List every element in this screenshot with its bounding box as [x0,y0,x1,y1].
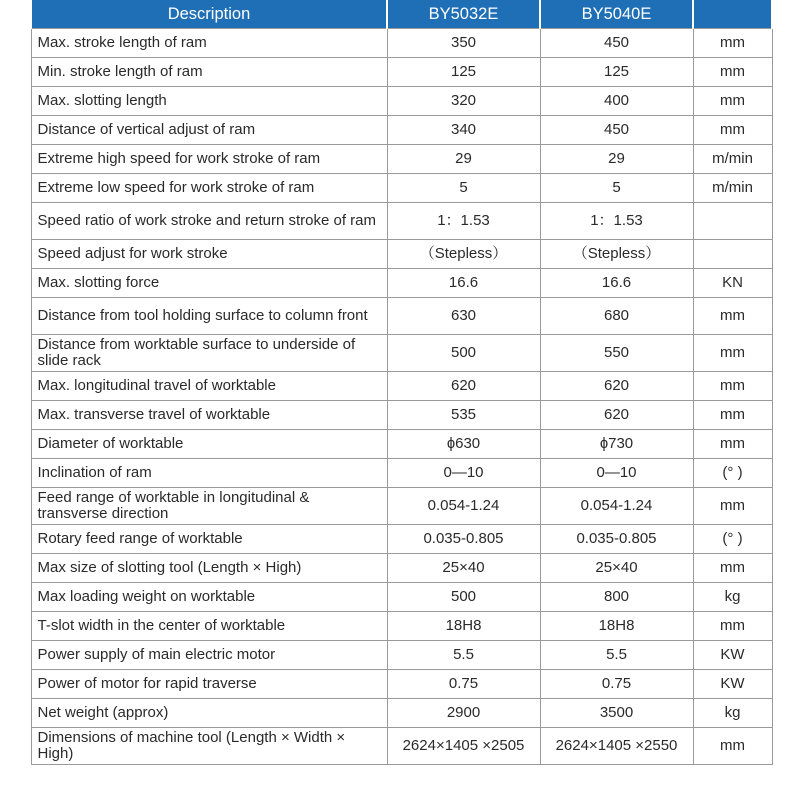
table-header [31,0,772,29]
row-description: Max. slotting length [31,87,387,116]
header-model-by5040e: BY5040E [540,0,693,29]
row-unit: mm [693,29,772,58]
row-value-by5032e: 535 [387,401,540,430]
row-value-by5032e: 620 [387,372,540,401]
row-value-by5040e: 2624×1405 ×2550 [540,728,693,765]
row-value-by5032e: 340 [387,116,540,145]
table-row [31,203,772,240]
table-row [31,525,772,554]
row-value-by5040e: 5.5 [540,641,693,670]
table-row [31,269,772,298]
row-value-by5032e: 0—10 [387,459,540,488]
row-description: Extreme low speed for work stroke of ram [31,174,387,203]
table-row [31,641,772,670]
row-description: Distance of vertical adjust of ram [31,116,387,145]
table-row [31,87,772,116]
row-unit: mm [693,612,772,641]
row-value-by5040e: 0.75 [540,670,693,699]
row-description: Max loading weight on worktable [31,583,387,612]
table-row [31,459,772,488]
row-unit: mm [693,335,772,372]
row-value-by5032e: 0.035-0.805 [387,525,540,554]
table-row [31,430,772,459]
row-unit [693,240,772,269]
row-description: Distance from tool holding surface to column front [31,298,387,335]
row-value-by5040e: ɸ730 [540,430,693,459]
row-value-by5040e: （Stepless） [540,240,693,269]
table-row [31,29,772,58]
row-description: Extreme high speed for work stroke of ram [31,145,387,174]
header-row [31,0,772,29]
row-value-by5040e: 0—10 [540,459,693,488]
row-description: Speed ratio of work stroke and return stroke of ram [31,203,387,240]
row-value-by5032e: ɸ630 [387,430,540,459]
row-unit: KW [693,641,772,670]
header-model-by5032e: BY5032E [387,0,540,29]
row-description: Max. longitudinal travel of worktable [31,372,387,401]
row-value-by5040e: 800 [540,583,693,612]
row-description: Max. transverse travel of worktable [31,401,387,430]
row-description: Dimensions of machine tool (Length × Width × High) [31,728,387,765]
row-unit: mm [693,728,772,765]
row-unit: mm [693,58,772,87]
row-value-by5032e: 125 [387,58,540,87]
table-body [31,29,772,765]
row-value-by5040e: 550 [540,335,693,372]
row-value-by5040e: 125 [540,58,693,87]
row-value-by5040e: 450 [540,116,693,145]
row-unit: mm [693,554,772,583]
table-row [31,116,772,145]
table-row [31,401,772,430]
row-description: Max. stroke length of ram [31,29,387,58]
row-unit: mm [693,430,772,459]
row-value-by5040e: 0.035-0.805 [540,525,693,554]
row-value-by5040e: 400 [540,87,693,116]
row-unit: KN [693,269,772,298]
table-row [31,612,772,641]
row-description: Rotary feed range of worktable [31,525,387,554]
row-description: Max. slotting force [31,269,387,298]
table-row [31,145,772,174]
row-value-by5040e: 450 [540,29,693,58]
table-row [31,728,772,765]
row-value-by5040e: 3500 [540,699,693,728]
row-value-by5032e: 1：1.53 [387,203,540,240]
row-value-by5032e: 5.5 [387,641,540,670]
table-row [31,699,772,728]
row-unit: mm [693,116,772,145]
row-unit: mm [693,87,772,116]
row-description: Power supply of main electric motor [31,641,387,670]
row-description: Max size of slotting tool (Length × High) [31,554,387,583]
row-description: Distance from worktable surface to underside of slide rack [31,335,387,372]
row-value-by5032e: 320 [387,87,540,116]
row-value-by5040e: 620 [540,372,693,401]
table-row [31,240,772,269]
row-value-by5032e: 0.054-1.24 [387,488,540,525]
header-unit [693,0,772,29]
header-description: Description [31,0,387,29]
row-value-by5040e: 5 [540,174,693,203]
row-description: Diameter of worktable [31,430,387,459]
row-value-by5032e: 25×40 [387,554,540,583]
table-row [31,174,772,203]
row-value-by5032e: 2900 [387,699,540,728]
row-value-by5040e: 16.6 [540,269,693,298]
row-unit [693,203,772,240]
table-row [31,372,772,401]
row-value-by5032e: 29 [387,145,540,174]
row-value-by5032e: 18H8 [387,612,540,641]
row-description: Min. stroke length of ram [31,58,387,87]
row-value-by5040e: 620 [540,401,693,430]
spec-table [30,0,773,765]
row-unit: kg [693,583,772,612]
row-value-by5032e: （Stepless） [387,240,540,269]
row-value-by5040e: 25×40 [540,554,693,583]
row-unit: mm [693,401,772,430]
table-row [31,298,772,335]
row-unit: (° ) [693,459,772,488]
row-value-by5032e: 630 [387,298,540,335]
table-row [31,554,772,583]
row-description: T-slot width in the center of worktable [31,612,387,641]
row-value-by5032e: 350 [387,29,540,58]
row-unit: m/min [693,145,772,174]
row-value-by5032e: 0.75 [387,670,540,699]
row-unit: mm [693,372,772,401]
row-unit: m/min [693,174,772,203]
row-value-by5040e: 0.054-1.24 [540,488,693,525]
row-description: Net weight (approx) [31,699,387,728]
row-unit: mm [693,298,772,335]
table-row [31,488,772,525]
row-value-by5032e: 500 [387,335,540,372]
row-description: Power of motor for rapid traverse [31,670,387,699]
table-row [31,670,772,699]
row-unit: KW [693,670,772,699]
row-value-by5040e: 680 [540,298,693,335]
row-description: Speed adjust for work stroke [31,240,387,269]
row-description: Feed range of worktable in longitudinal & transverse direction [31,488,387,525]
row-description: Inclination of ram [31,459,387,488]
row-value-by5032e: 500 [387,583,540,612]
row-unit: kg [693,699,772,728]
row-value-by5032e: 2624×1405 ×2505 [387,728,540,765]
row-value-by5040e: 1：1.53 [540,203,693,240]
row-value-by5032e: 16.6 [387,269,540,298]
row-value-by5040e: 18H8 [540,612,693,641]
row-value-by5032e: 5 [387,174,540,203]
row-unit: (° ) [693,525,772,554]
table-row [31,58,772,87]
table-row [31,583,772,612]
table-row [31,335,772,372]
row-value-by5040e: 29 [540,145,693,174]
row-unit: mm [693,488,772,525]
